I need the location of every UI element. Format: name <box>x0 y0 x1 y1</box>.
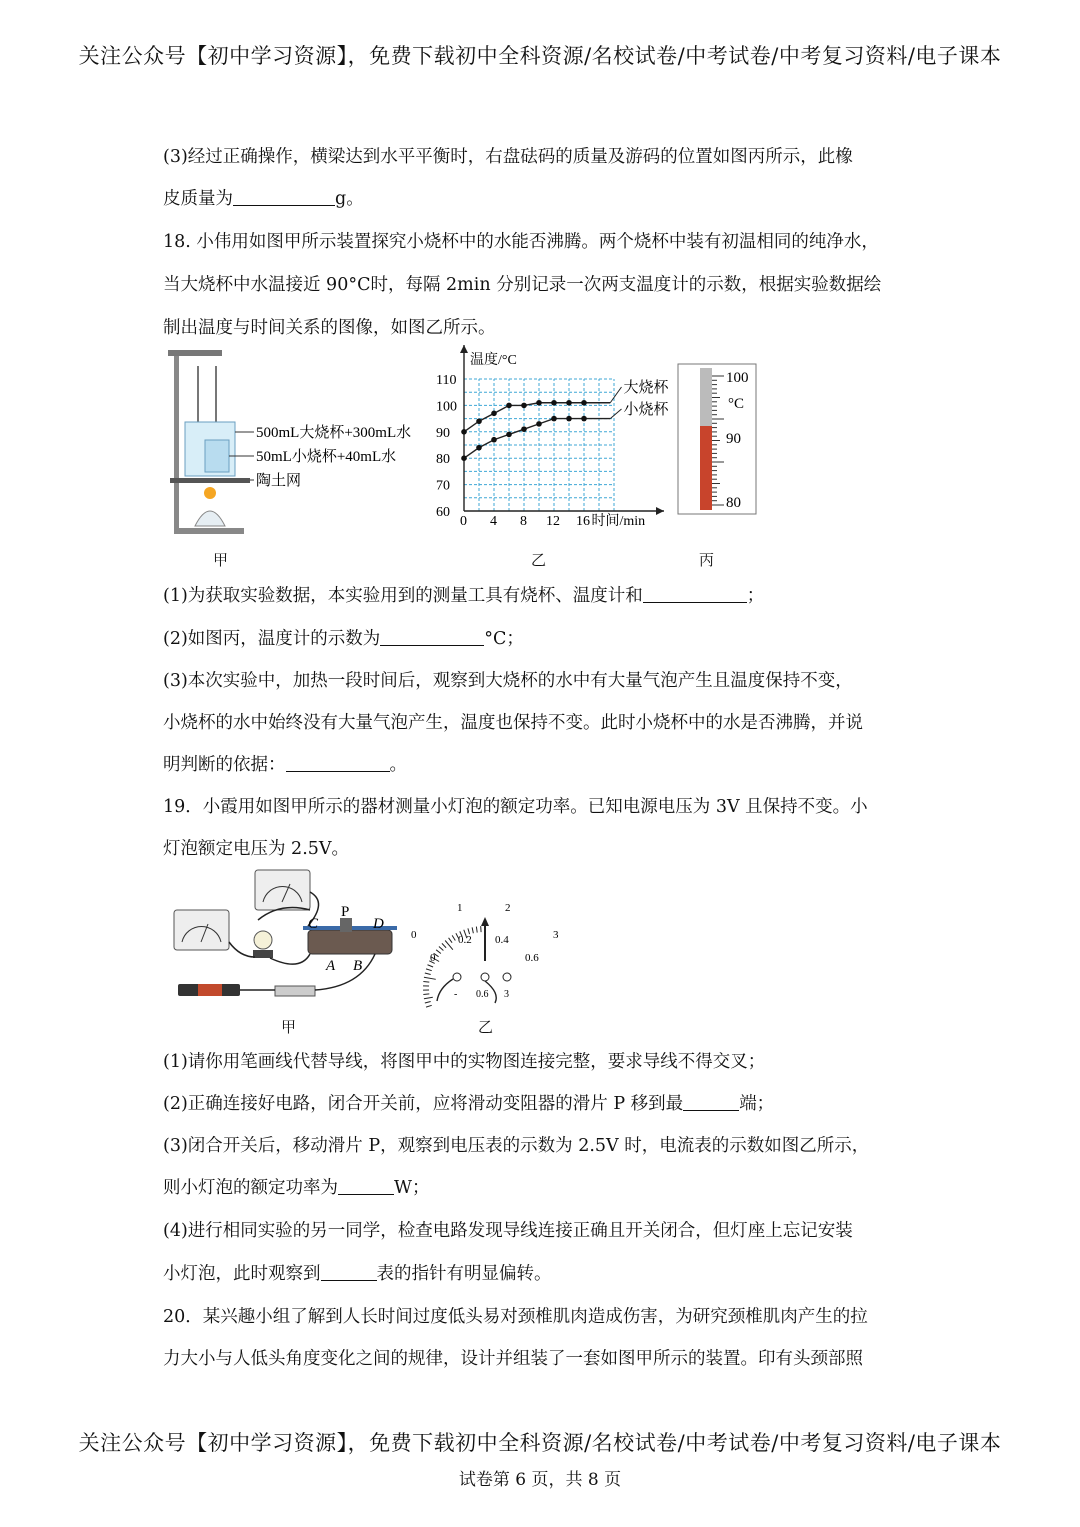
dial-tick <box>428 965 434 967</box>
dial-tick <box>436 950 441 954</box>
bottom-scale-06: 0.6 <box>525 952 539 964</box>
q18-part3-line2: 小烧杯的水中始终没有大量气泡产生，温度也保持不变。此时小烧杯中的水是否沸腾，并说 <box>163 713 863 733</box>
q19-part3-line2 <box>163 1174 430 1199</box>
tick-label-80: 80 <box>726 495 741 511</box>
q17-text: g。 <box>335 189 364 209</box>
x-tick-label-4: 4 <box>490 514 497 529</box>
q19-intro-line2: 灯泡额定电压为 2.5V。 <box>163 839 350 859</box>
q19-part2 <box>163 1090 774 1115</box>
data-point-0-8 <box>581 400 587 406</box>
top-banner: 关注公众号【初中学习资源】，免费下载初中全科资源/名校试卷/中考试卷/中考复习资料/电子课本 <box>78 44 1002 68</box>
q19-part3-line1: (3)闭合开关后，移动滑片 P，观察到电压表的示数为 2.5V 时，电流表的示数如图乙所示， <box>163 1136 870 1156</box>
data-point-0-7 <box>566 400 572 406</box>
answer-blank[interactable] <box>338 1176 394 1195</box>
data-point-0-1 <box>476 418 482 424</box>
terminal-3: 3 <box>504 989 509 1000</box>
terminal-p: P <box>341 904 350 920</box>
x-tick-label-12: 12 <box>546 514 560 529</box>
data-point-1-7 <box>566 416 572 422</box>
answer-blank[interactable] <box>286 753 390 772</box>
bottom-scale-0: 0 <box>430 952 436 964</box>
x-axis-arrow <box>656 507 664 515</box>
stand-rod <box>174 354 179 534</box>
q19-text: 则小灯泡的额定功率为 <box>163 1178 338 1198</box>
q18-temperature-chart <box>430 340 675 530</box>
data-point-0-6 <box>551 400 557 406</box>
caption-yi-q19: 乙 <box>478 1018 494 1036</box>
rheostat <box>308 930 392 954</box>
thermometer-frame <box>678 364 756 514</box>
data-point-1-0 <box>461 455 467 461</box>
dial-tick <box>424 997 433 999</box>
dial-tick <box>424 977 436 979</box>
q18-text: (1)为获取实验数据，本实验用到的测量工具有烧杯、温度计和 <box>163 586 643 606</box>
data-point-1-4 <box>521 426 527 432</box>
q19-text: (2)正确连接好电路，闭合开关前，应将滑动变阻器的滑片 P 移到最 <box>163 1094 684 1114</box>
x-axis-label: 时间/min <box>591 514 646 529</box>
terminal-d: D <box>373 916 384 932</box>
dial-tick <box>426 1005 432 1007</box>
data-point-0-0 <box>461 429 467 435</box>
q17-text: 皮质量为 <box>163 189 233 209</box>
data-point-1-6 <box>551 416 557 422</box>
data-point-0-2 <box>491 411 497 417</box>
series-label-0: 大烧杯 <box>623 380 669 396</box>
dial-tick <box>423 994 429 995</box>
small-beaker <box>205 440 229 472</box>
switch <box>275 986 315 996</box>
tick-label-100: 100 <box>726 370 749 386</box>
data-point-1-8 <box>581 416 587 422</box>
q18-text: 明判断的依据： <box>163 755 286 775</box>
answer-blank[interactable] <box>643 584 747 603</box>
series-line-0 <box>464 403 610 432</box>
answer-blank[interactable] <box>683 1092 739 1111</box>
q19-part4-line1: (4)进行相同实验的另一同学，检查电路发现导线连接正确且开关闭合，但灯座上忘记安装 <box>163 1221 853 1241</box>
bottom-scale-02: 0.2 <box>458 934 472 946</box>
y-tick-label-100: 100 <box>436 399 457 415</box>
q19-fig-yi-ammeter-dial <box>405 893 570 1008</box>
q18-part2 <box>163 625 524 650</box>
q18-intro-line2: 当大烧杯中水温接近 90°C时，每隔 2min 分别记录一次两支温度计的示数，根据实验数据绘 <box>163 275 882 295</box>
q18-text: ； <box>746 586 765 606</box>
flame-icon <box>204 487 216 499</box>
data-point-1-5 <box>536 421 542 427</box>
q20-intro-line2: 力大小与人低头角度变化之间的规律，设计并组装了一套如图甲所示的装置。印有头颈部照 <box>163 1349 863 1369</box>
bulb-icon <box>254 931 272 949</box>
dial-tick <box>426 969 432 971</box>
bottom-scale-04: 0.4 <box>495 934 509 946</box>
y-tick-label-70: 70 <box>436 478 450 494</box>
q18-text: 。 <box>389 755 407 775</box>
q19-text: 小灯泡，此时观察到 <box>163 1264 321 1284</box>
data-point-0-3 <box>506 403 512 409</box>
y-axis-label: 温度/°C <box>470 353 517 368</box>
q19-part1: (1)请你用笔画线代替导线，将图甲中的实物图连接完整，要求导线不得交叉； <box>163 1052 766 1072</box>
data-point-1-2 <box>491 437 497 443</box>
caption-jia-q18: 甲 <box>213 551 229 569</box>
label-small-beaker: 50mL小烧杯+40mL水 <box>256 449 397 465</box>
answer-blank[interactable] <box>233 187 335 206</box>
q19-intro-line1: 19．小霞用如图甲所示的器材测量小灯泡的额定功率。已知电源电压为 3V 且保持不变。小 <box>163 797 868 817</box>
dial-tick <box>449 938 453 943</box>
dial-tick <box>476 927 477 933</box>
terminal-06: 0.6 <box>476 989 489 1000</box>
mercury-column <box>700 426 712 510</box>
label-big-beaker: 500mL大烧杯+300mL水 <box>256 425 412 441</box>
voltmeter <box>255 870 310 910</box>
terminal-minus: - <box>454 989 458 1000</box>
q18-intro-line3: 制出温度与时间关系的图像，如图乙所示。 <box>163 318 496 338</box>
dial-tick <box>442 943 446 947</box>
y-tick-label-90: 90 <box>436 425 450 441</box>
y-tick-label-80: 80 <box>436 452 450 468</box>
caption-jia-q19: 甲 <box>281 1018 297 1036</box>
dial-tick <box>425 973 431 974</box>
unit-label: °C <box>728 396 745 412</box>
legend-leader-1 <box>610 409 621 419</box>
caption-bing-q18: 丙 <box>699 551 715 569</box>
y-tick-label-110: 110 <box>436 373 457 388</box>
q18-intro-line1: 18. 小伟用如图甲所示装置探究小烧杯中的水能否沸腾。两个烧杯中装有初温相同的纯净水， <box>163 232 879 252</box>
dial-tick <box>425 1002 431 1003</box>
data-point-0-5 <box>536 400 542 406</box>
terminal-c: C <box>308 916 319 932</box>
top-scale-3: 3 <box>553 929 559 941</box>
legend-leader-0 <box>610 387 621 403</box>
x-tick-label-16: 16 <box>576 514 590 529</box>
q18-text: (2)如图丙，温度计的示数为 <box>163 629 381 649</box>
top-scale-1: 1 <box>457 902 463 914</box>
q18-fig-jia-apparatus <box>160 348 435 548</box>
slider-p <box>340 918 352 932</box>
dial-tick <box>472 927 473 933</box>
caption-yi-q18: 乙 <box>531 551 547 569</box>
q18-part1 <box>163 582 764 607</box>
q17-part3-line2 <box>163 185 364 210</box>
data-point-1-3 <box>506 432 512 438</box>
terminal-b: B <box>353 958 363 974</box>
answer-blank[interactable] <box>380 627 484 646</box>
dial-tick <box>423 982 429 983</box>
page-number: 试卷第 6 页，共 8 页 <box>458 1470 622 1490</box>
label-net: 陶土网 <box>256 473 302 489</box>
bottom-banner: 关注公众号【初中学习资源】，免费下载初中全科资源/名校试卷/中考试卷/中考复习资料/电子课本 <box>78 1431 1002 1455</box>
data-point-1-1 <box>476 445 482 451</box>
top-scale-2: 2 <box>505 902 511 914</box>
q17-part3-line1: (3)经过正确操作，横梁达到水平平衡时，右盘砝码的质量及游码的位置如图丙所示，此橡 <box>163 147 853 167</box>
q18-text: °C； <box>484 629 524 649</box>
alcohol-lamp <box>195 511 225 526</box>
q18-part3-line3 <box>163 751 407 776</box>
q19-part4-line2 <box>163 1260 552 1285</box>
q19-fig-jia-circuit <box>160 862 422 1012</box>
series-label-1: 小烧杯 <box>623 402 669 418</box>
x-tick-label-0: 0 <box>460 514 467 529</box>
stand-clamp <box>168 350 222 356</box>
answer-blank[interactable] <box>321 1262 377 1281</box>
tick-label-90: 90 <box>726 431 741 447</box>
y-tick-label-60: 60 <box>436 505 450 520</box>
q19-text: W； <box>394 1178 430 1198</box>
ammeter <box>174 910 229 950</box>
dial-tick <box>452 935 455 940</box>
q18-fig-bing-thermometer <box>676 362 761 517</box>
q20-intro-line1: 20．某兴趣小组了解到人长时间过度低头易对颈椎肌肉造成伤害，为研究颈椎肌肉产生的拉 <box>163 1307 868 1327</box>
top-scale-0: 0 <box>411 929 417 941</box>
q19-text: 端； <box>739 1094 775 1114</box>
terminal-a: A <box>326 958 336 974</box>
data-point-0-4 <box>521 403 527 409</box>
y-axis-arrow <box>460 345 468 353</box>
q18-part3-line1: (3)本次实验中，加热一段时间后，观察到大烧杯的水中有大量气泡产生且温度保持不变， <box>163 671 853 691</box>
dial-tick <box>439 947 443 951</box>
q19-text: 表的指针有明显偏转。 <box>376 1264 552 1284</box>
asbestos-net <box>170 478 250 483</box>
stand-base <box>174 528 244 534</box>
x-tick-label-8: 8 <box>520 514 527 529</box>
